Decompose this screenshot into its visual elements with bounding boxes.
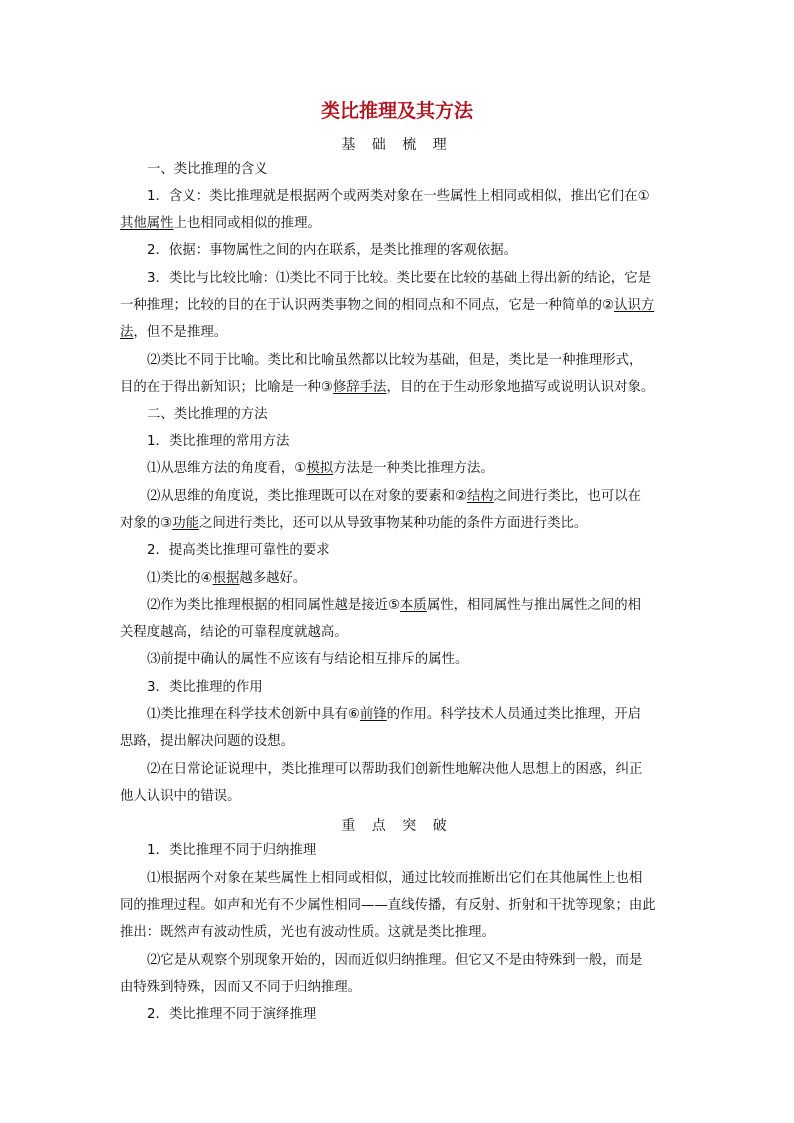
paragraph-line: 推出：既然声有波动性质，光也有波动性质。这就是类比推理。: [120, 925, 495, 940]
paragraph-line: 1．含义：类比推理就是根据两个或两类对象在一些属性上相同或相似，推出它们在①: [147, 189, 650, 204]
answer-blank-1b: 模拟: [306, 461, 334, 476]
paragraph-line: ⑴类比推理在科学技术创新中具有⑥前锋的作用。科学技术人员通过类比推理，开启: [147, 707, 642, 722]
section-heading-basics: 基 础 梳 理: [341, 137, 453, 153]
paragraph-line: ⑶前提中确认的属性不应该有与结论相互排斥的属性。: [147, 652, 469, 667]
paragraph-line: 3．类比与比较比喻：⑴类比不同于比较。类比要在比较的基础上得出新的结论，它是: [147, 271, 651, 286]
answer-blank-2-cont: 法: [120, 325, 134, 340]
answer-blank-6: 前锋: [359, 707, 387, 722]
paragraph-line: ⑴从思维方法的角度看，①模拟方法是一种类比推理方法。: [147, 461, 494, 476]
paragraph-line: ⑵作为类比推理根据的相同属性越是接近⑤本质属性，相同属性与推出属性之间的相: [147, 598, 642, 613]
paragraph-line: 目的在于得出新知识；比喻是一种③修辞手法，目的在于生动形象地描写或说明认识对象。: [120, 380, 655, 395]
heading-methods: 二、类比推理的方法: [147, 407, 268, 422]
answer-blank-5: 本质: [400, 598, 427, 613]
paragraph-line: ⑴根据两个对象在某些属性上相同或相似，通过比较而推断出它们在其他属性上也相: [147, 871, 643, 886]
paragraph-line: 同的推理过程。如声和光有不少属性相同——直线传播，有反射、折射和干扰等现象；由此: [120, 898, 656, 913]
answer-blank-3: 修辞手法: [332, 380, 387, 395]
answer-blank-1: 其他属性: [120, 216, 174, 231]
answer-blank-4: 根据: [212, 571, 240, 586]
section-heading-key-points: 重 点 突 破: [341, 818, 453, 834]
paragraph-line: 由特殊到特殊，因而又不同于归纳推理。: [120, 980, 362, 995]
paragraph-line: 他人认识中的错误。: [120, 789, 241, 804]
document-title: 类比推理及其方法: [320, 100, 473, 122]
paragraph-line: 关程度越高，结论的可靠程度就越高。: [120, 625, 348, 640]
subheading: 2．提高类比推理可靠性的要求: [147, 543, 330, 558]
paragraph-line: 其他属性上也相同或相似的推理。: [120, 216, 321, 231]
paragraph-line: ⑵从思维的角度说，类比推理既可以在对象的要素和②结构之间进行类比，也可以在: [147, 489, 642, 504]
heading-meaning: 一、类比推理的含义: [147, 162, 268, 177]
answer-blank-2: 认识方: [614, 298, 655, 313]
paragraph-line: 对象的③功能之间进行类比，还可以从导致事物某种功能的条件方面进行类比。: [120, 516, 588, 531]
paragraph-line: 法，但不是推理。: [120, 325, 228, 340]
answer-blank-2b: 结构: [467, 489, 494, 504]
subheading: 1．类比推理的常用方法: [147, 434, 290, 449]
subheading: 1．类比推理不同于归纳推理: [147, 843, 317, 858]
paragraph-line: ⑵它是从观察个别现象开始的，因而近似归纳推理。但它又不是由特殊到一般，而是: [147, 953, 643, 968]
paragraph-line: 一种推理；比较的目的在于认识两类事物之间的相同点和不同点，它是一种简单的②认识方: [120, 298, 655, 313]
paragraph-line: ⑵类比不同于比喻。类比和比喻虽然都以比较为基础，但是，类比是一种推理形式，: [147, 353, 643, 368]
paragraph-line: 思路，提出解决问题的设想。: [120, 734, 295, 749]
subheading: 2．类比推理不同于演绎推理: [147, 1007, 317, 1022]
paragraph-line: ⑴类比的④根据越多越好。: [147, 571, 307, 586]
answer-blank-3b: 功能: [172, 516, 199, 531]
paragraph-line: ⑵在日常论证说理中，类比推理可以帮助我们创新性地解决他人思想上的困惑，纠正: [147, 762, 643, 777]
paragraph-line: 2．依据：事物属性之间的内在联系，是类比推理的客观依据。: [147, 243, 518, 258]
subheading: 3．类比推理的作用: [147, 680, 263, 695]
